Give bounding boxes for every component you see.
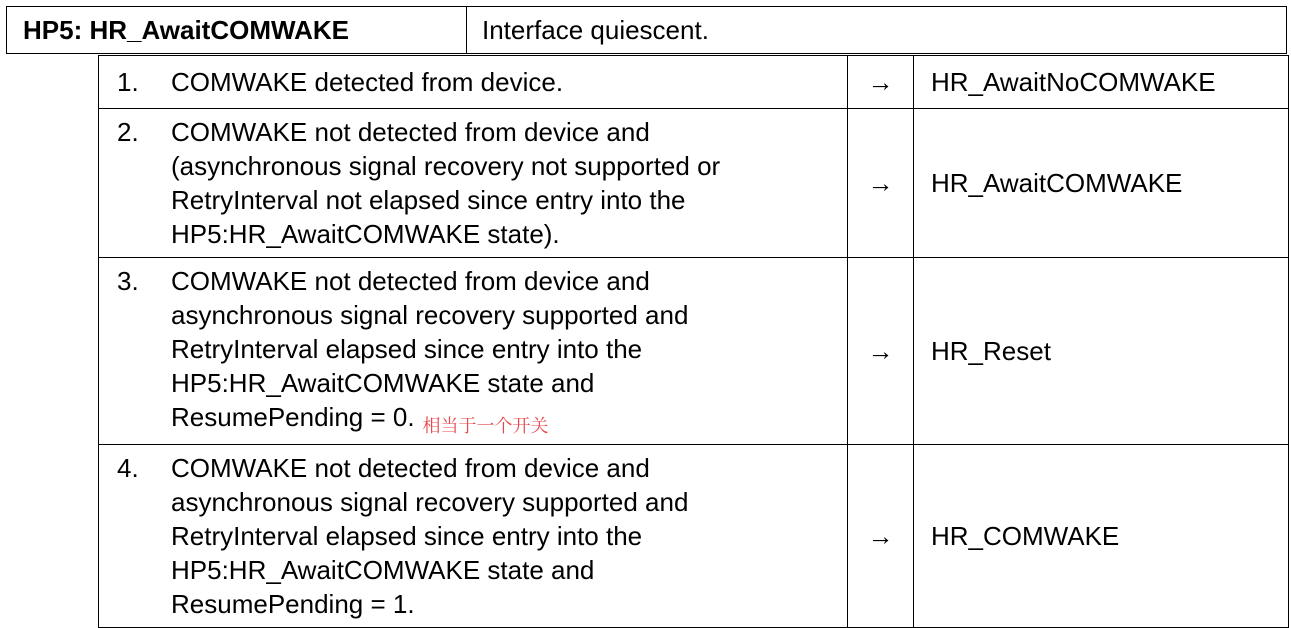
arrow-icon: → xyxy=(848,109,914,258)
transition-row-4 xyxy=(99,445,1289,628)
target-state: HR_COMWAKE xyxy=(914,445,1289,628)
condition-text xyxy=(171,65,837,99)
condition-line: ResumePending = 0. xyxy=(171,402,415,432)
transition-number: 3. xyxy=(117,266,139,296)
condition-text xyxy=(171,264,837,438)
transition-number: 1. xyxy=(117,67,139,97)
condition-line: COMWAKE detected from device. xyxy=(171,67,564,97)
condition-cell xyxy=(99,109,848,258)
condition-line: (asynchronous signal recovery not supported or xyxy=(171,151,721,181)
condition-text xyxy=(171,115,837,251)
handwritten-annotation: 相当于一个开关 xyxy=(422,416,549,437)
condition-cell xyxy=(99,258,848,445)
state-name: HP5: HR_AwaitCOMWAKE xyxy=(7,7,467,53)
target-state: HR_Reset xyxy=(914,258,1289,445)
condition-cell xyxy=(99,56,848,109)
target-state: HR_AwaitNoCOMWAKE xyxy=(914,56,1289,109)
condition-line: HP5:HR_AwaitCOMWAKE state and xyxy=(171,368,595,398)
condition-line: asynchronous signal recovery supported and xyxy=(171,300,689,330)
transition-number: 2. xyxy=(117,117,139,147)
condition-line: COMWAKE not detected from device and xyxy=(171,453,650,483)
state-header xyxy=(6,6,1287,54)
transition-row-3 xyxy=(99,258,1289,445)
arrow-icon: → xyxy=(848,445,914,628)
target-state: HR_AwaitCOMWAKE xyxy=(914,109,1289,258)
condition-line: asynchronous signal recovery supported and xyxy=(171,487,689,517)
condition-line: RetryInterval not elapsed since entry into the xyxy=(171,185,686,215)
condition-line: RetryInterval elapsed since entry into the xyxy=(171,334,643,364)
arrow-icon: → xyxy=(848,258,914,445)
state-description: Interface quiescent. xyxy=(482,15,709,45)
condition-line: COMWAKE not detected from device and xyxy=(171,117,650,147)
condition-line: ResumePending = 1. xyxy=(171,589,415,619)
condition-line: COMWAKE not detected from device and xyxy=(171,266,650,296)
transition-row-2 xyxy=(99,109,1289,258)
transition-table xyxy=(98,55,1289,628)
condition-line: HP5:HR_AwaitCOMWAKE state and xyxy=(171,555,595,585)
condition-cell xyxy=(99,445,848,628)
transition-number: 4. xyxy=(117,453,139,483)
arrow-icon: → xyxy=(848,56,914,109)
condition-line: RetryInterval elapsed since entry into the xyxy=(171,521,643,551)
transition-row-1 xyxy=(99,56,1289,109)
condition-line: HP5:HR_AwaitCOMWAKE state). xyxy=(171,219,560,249)
condition-text xyxy=(171,451,837,621)
